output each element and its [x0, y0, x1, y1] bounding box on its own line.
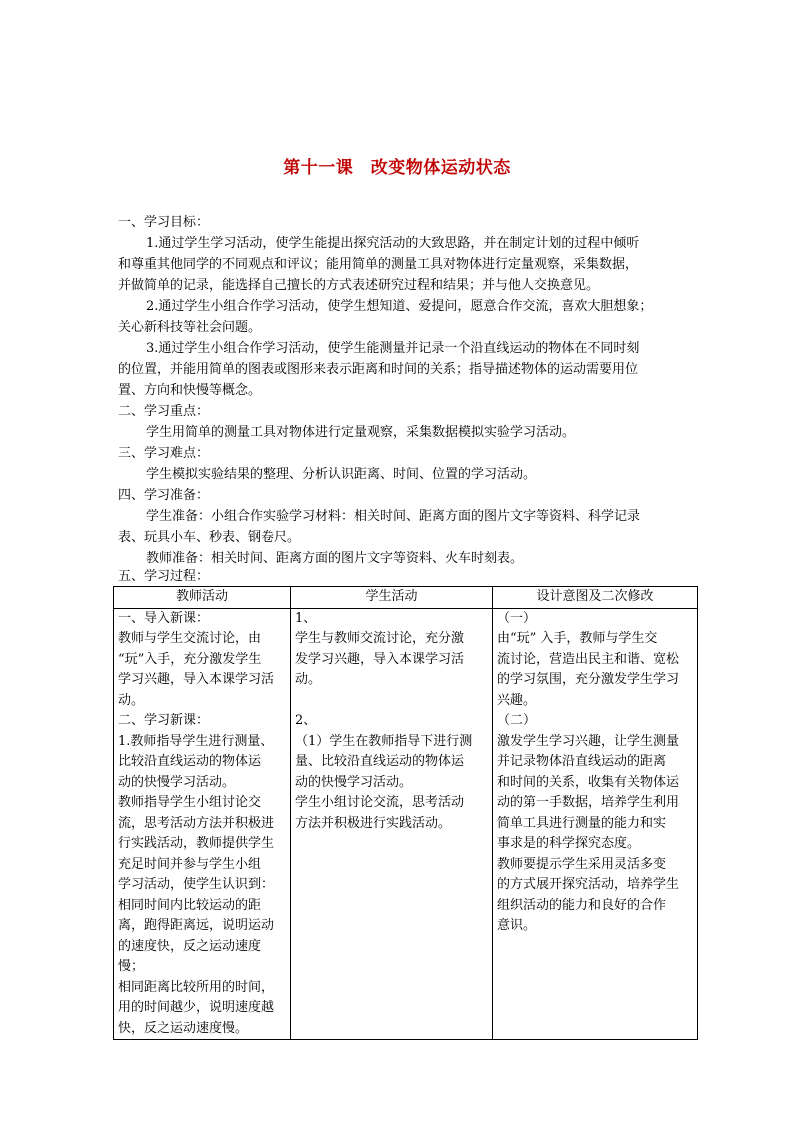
cell-line: 量、比较沿直线运动的物体运 [295, 754, 465, 769]
cell-line: 并记录物体沿直线运动的距离 [497, 754, 667, 769]
cell-line: 学习活动，使学生认识到： [118, 877, 275, 892]
cell-line: 1、 [295, 610, 317, 626]
prep-heading: 四、学习准备： [118, 488, 210, 503]
key-text [118, 422, 678, 443]
cell-line: 学生小组讨论交流，思考活动 [295, 795, 465, 810]
cell-line: 流讨论，营造出民主和谐、宽松 [497, 651, 680, 667]
difficult-text [118, 464, 678, 485]
cell-line: 动。 [295, 672, 322, 687]
cell-line: 教师与学生交流讨论，由 [118, 631, 262, 646]
cell-line: 的速度快，反之运动速度慢； [118, 938, 262, 974]
process-table [113, 586, 698, 1040]
cell-line: 动的第一手数据，培养学生利用 [497, 795, 680, 810]
cell-line: 教师指导学生小组讨论交 [118, 795, 262, 810]
prep-student-line: 学生准备：小组合作实验学习材料：相关时间、距离方面的图片文字等资料、科学记录 [146, 509, 641, 524]
cell-line: （1）学生在教师指导下进行测 [295, 733, 473, 749]
cell-line: 简单工具进行测量的能力和实 [497, 815, 667, 831]
cell-line: （二） [497, 713, 537, 728]
cell-line: 学生与教师交流讨论，充分激 [295, 631, 465, 646]
difficult-text-line: 学生模拟实验结果的整理、分析认识距离、时间、位置的学习活动。 [146, 467, 537, 482]
cell-line: 相同时间内比较运动的距 [118, 897, 262, 913]
header-teacher-activity: 教师活动 [114, 587, 291, 609]
cell-line: 发学习兴趣，导入本课学习活 [295, 651, 465, 667]
cell-line: 意识。 [497, 918, 537, 933]
goal-1-line: 并做简单的记录，能选择自己擅长的方式表述研究过程和结果；并与他人交换意见。 [118, 278, 600, 293]
goal-2-line: 关心新科技等社会问题。 [118, 320, 262, 335]
table-header-row [114, 587, 698, 609]
goal-3-line: 的位置，并能用简单的图表或图形来表示距离和时间的关系；指导描述物体的运动需要用位 [118, 362, 639, 377]
cell-line: 离，跑得距离远，说明运动 [118, 918, 275, 933]
header-design-intent: 设计意图及二次修改 [493, 587, 698, 609]
cell-line: 激发学生学习兴趣，让学生测量 [497, 733, 680, 749]
cell-line: 兴趣。 [497, 692, 537, 708]
cell-line: 充足时间并参与学生小组 [118, 856, 262, 872]
page-title: 第十一课 改变物体运动状态 [283, 158, 511, 178]
prep-student [118, 506, 678, 548]
cell-line: 1.教师指导学生进行测量、 [118, 733, 274, 749]
goals-heading: 一、学习目标： [118, 215, 210, 230]
cell-line: 方法并积极进行实践活动。 [295, 815, 452, 831]
cell-spacer [295, 691, 488, 712]
cell-line: 的方式展开探究活动，培养学生 [497, 877, 680, 892]
student-activity-cell [291, 608, 493, 1040]
cell-line: 动。 [118, 692, 145, 708]
goal-3-line: 置、方向和快慢等概念。 [118, 383, 262, 398]
header-student-activity: 学生活动 [291, 587, 493, 609]
difficult-heading: 三、学习难点： [118, 446, 210, 461]
key-heading: 二、学习重点： [118, 404, 210, 419]
key-text-line: 学生用简单的测量工具对物体进行定量观察，采集数据模拟实验学习活动。 [146, 425, 576, 440]
cell-line: “玩”入手，充分激发学生 [118, 651, 262, 667]
prep-student-line: 表、玩具小车、秒表、钢卷尺。 [118, 530, 301, 545]
goal-2-line: 2.通过学生小组合作学习活动，使学生想知道、爱提问，愿意合作交流，喜欢大胆想象； [146, 299, 653, 314]
design-intent-cell [493, 608, 698, 1040]
cell-line: 组织活动的能力和良好的合作 [497, 897, 667, 913]
cell-line: 相同距离比较所用的时间， [118, 979, 275, 995]
teacher-activity-cell [114, 608, 291, 1040]
cell-line: 快，反之运动速度慢。 [118, 1020, 249, 1036]
cell-line: 比较沿直线运动的物体运 [118, 754, 262, 769]
prep-teacher-line: 教师准备：相关时间、距离方面的图片文字等资料、火车时刻表。 [146, 551, 524, 566]
cell-line: 由“玩” 入手，教师与学生交 [497, 631, 658, 646]
goal-1-line: 1.通过学生学习活动，使学生能提出探究活动的大致思路，并在制定计划的过程中倾听 [146, 236, 640, 251]
cell-line: 动的快慢学习活动。 [295, 774, 413, 790]
goal-2 [118, 296, 678, 338]
table-row [114, 608, 698, 1040]
process-heading: 五、学习过程： [118, 569, 210, 584]
cell-line: 流，思考活动方法并积极进 [118, 815, 275, 831]
cell-line: 教师要提示学生采用灵活多变 [497, 856, 667, 872]
cell-line: 二、学习新课： [118, 713, 210, 728]
cell-line: （一） [497, 610, 537, 626]
goal-3 [118, 338, 678, 401]
cell-line: 2、 [295, 713, 317, 728]
cell-line: 动的快慢学习活动。 [118, 774, 236, 790]
goal-1-line: 和尊重其他同学的不同观点和评议；能用简单的测量工具对物体进行定量观察，采集数据， [118, 257, 639, 272]
goal-1 [118, 233, 678, 296]
cell-line: 的学习氛围，充分激发学生学习 [497, 672, 680, 687]
cell-line: 和时间的关系，收集有关物体运 [497, 774, 680, 790]
cell-line: 行实践活动，教师提供学生 [118, 836, 275, 851]
goal-3-line: 3.通过学生小组合作学习活动，使学生能测量并记录一个沿直线运动的物体在不同时刻 [146, 341, 640, 356]
cell-line: 学习兴趣，导入本课学习活 [118, 672, 275, 687]
cell-line: 一、导入新课： [118, 610, 210, 626]
cell-line: 用的时间越少，说明速度越 [118, 1000, 275, 1015]
cell-line: 事求是的科学探究态度。 [497, 836, 641, 851]
